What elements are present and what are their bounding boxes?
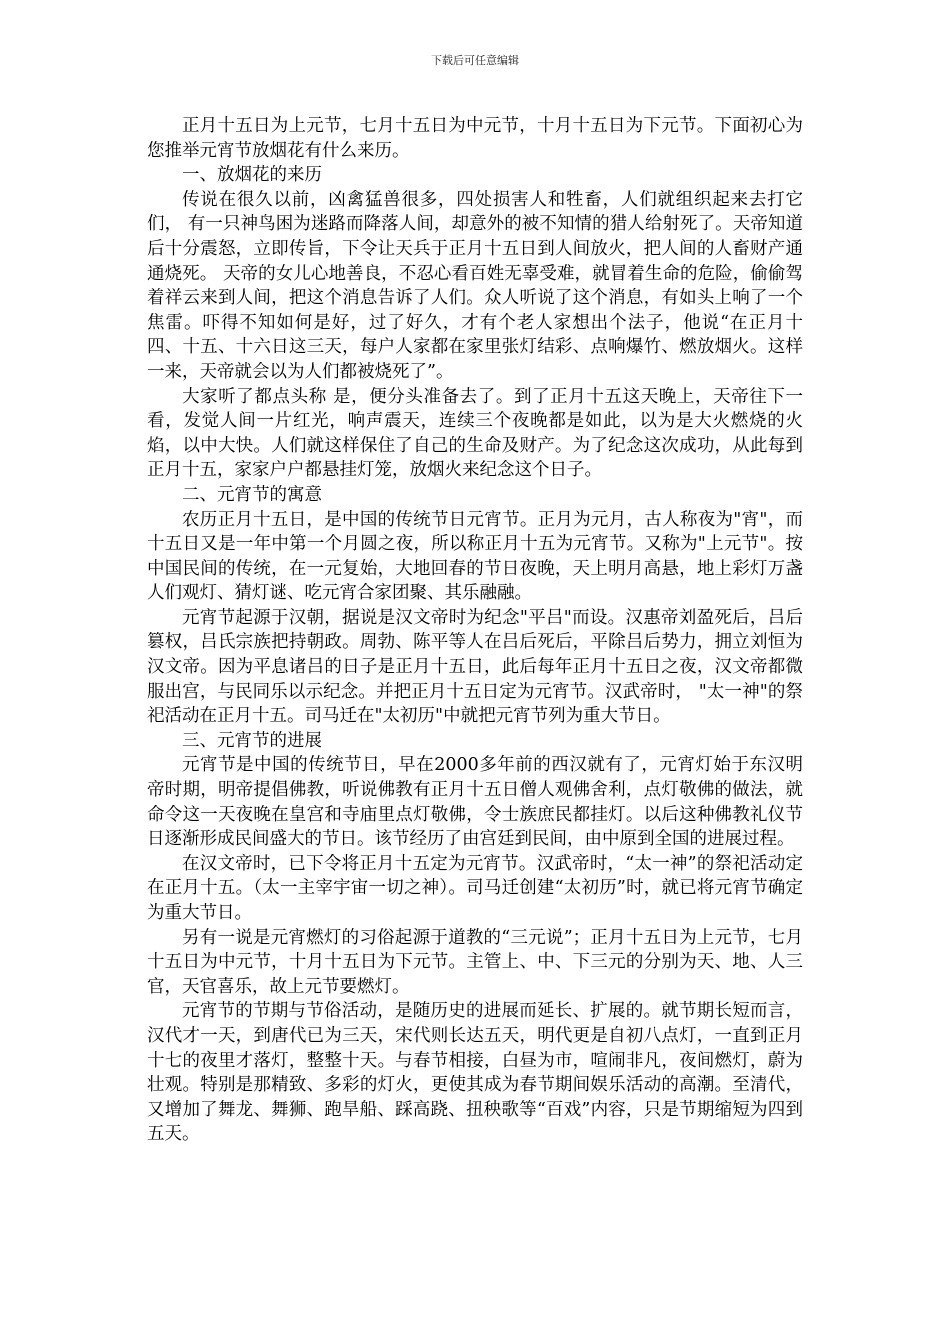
body-paragraph: 元宵节起源于汉朝，据说是汉文帝时为纪念"平吕"而设。汉惠帝刘盈死后，吕后篡权，吕氏宗族把持朝政。周勃、陈平等人在吕后死后，平除吕后势力，拥立刘恒为汉文帝。因为平息诸吕的日子是正月十五日，此后每年正月十五日之夜，汉文帝都微服出宫，与民同乐以示纪念。并把正月十五日定为元宵节。汉武帝时， "太一神"的祭祀活动在正月十五。司马迁在"太初历"中就把元宵节列为重大节日。 xyxy=(147,607,803,727)
body-paragraph: 在汉文帝时，已下令将正月十五定为元宵节。汉武帝时，“太一神”的祭祀活动定在正月十五。（太一主宰宇宙一切之神）。司马迁创建“太初历”时，就已将元宵节确定为重大节日。 xyxy=(147,853,803,923)
body-paragraph: 元宵节是中国的传统节日，早在2000多年前的西汉就有了，元宵灯始于东汉明帝时期，明帝提倡佛教，听说佛教有正月十五日僧人观佛舍利，点灯敬佛的做法，就命令这一天夜晚在皇宫和寺庙里点灯敬佛，令士族庶民都挂灯。以后这种佛教礼仪节日逐渐形成民间盛大的节日。该节经历了由宫廷到民间，由中原到全国的进展过程。 xyxy=(147,755,803,850)
section-heading-meaning: 二、元宵节的寓意 xyxy=(182,484,322,505)
body-paragraph: 元宵节的节期与节俗活动，是随历史的进展而延长、扩展的。就节期长短而言，汉代才一天，到唐代已为三天，宋代则长达五天，明代更是自初八点灯，一直到正月十七的夜里才落灯，整整十天。与春节相接，白昼为市，喧闹非凡，夜间燃灯，蔚为壮观。特别是那精致、多彩的灯火，更使其成为春节期间娱乐活动的高潮。至清代，又增加了舞龙、舞狮、跑旱船、踩高跷、扭秧歌等“百戏”内容，只是节期缩短为四到五天。 xyxy=(147,1001,803,1145)
body-paragraph: 另有一说是元宵燃灯的习俗起源于道教的“三元说”；正月十五日为上元节，七月十五日为中元节，十月十五日为下元节。主管上、中、下三元的分别为天、地、人三官，天官喜乐，故上元节要燃灯。 xyxy=(147,927,803,997)
intro-paragraph: 正月十五日为上元节，七月十五日为中元节，十月十五日为下元节。下面初心为您推举元宵节放烟花有什么来历。 xyxy=(147,116,803,161)
section-heading-development: 三、元宵节的进展 xyxy=(182,730,322,751)
body-paragraph: 传说在很久以前，凶禽猛兽很多，四处损害人和牲畜，人们就组织起来去打它们， 有一只神鸟困为迷路而降落人间，却意外的被不知情的猎人给射死了。天帝知道后十分震怒，立即传旨，下令让天兵于正月十五日到人间放火，把人间的人畜财产通通烧死。 天帝的女儿心地善良，不忍心看百姓无辜受难，就冒着生命的危险，偷偷驾着祥云来到人间，把这个消息告诉了人们。众人听说了这个消息，有如头上响了一个焦雷。吓得不知如何是好，过了好久，才有个老人家想出个法子，他说“在正月十四、十五、十六日这三天，每户人家都在家里张灯结彩、点响爆竹、燃放烟火。这样一来，天帝就会以为人们都被烧死了”。 xyxy=(147,189,803,382)
document-body xyxy=(147,114,803,1147)
body-paragraph: 农历正月十五日，是中国的传统节日元宵节。正月为元月，古人称夜为"宵"，而十五日又是一年中第一个月圆之夜，所以称正月十五为元宵节。又称为"上元节"。按中国民间的传统，在一元复始，大地回春的节日夜晚，天上明月高悬，地上彩灯万盏人们观灯、猜灯谜、吃元宵合家团聚、其乐融融。 xyxy=(147,509,803,604)
body-paragraph: 大家听了都点头称 是，便分头准备去了。到了正月十五这天晚上，天帝往下一看，发觉人间一片红光，响声震天，连续三个夜晚都是如此，以为是大火燃烧的火焰，以中大快。人们就这样保住了自己的生命及财产。为了纪念这次成功，从此每到正月十五，家家户户都悬挂灯笼，放烟火来纪念这个日子。 xyxy=(147,386,803,481)
page-header: 下载后可任意编辑 xyxy=(431,54,519,67)
section-heading-fireworks-origin: 一、放烟花的来历 xyxy=(182,165,322,186)
